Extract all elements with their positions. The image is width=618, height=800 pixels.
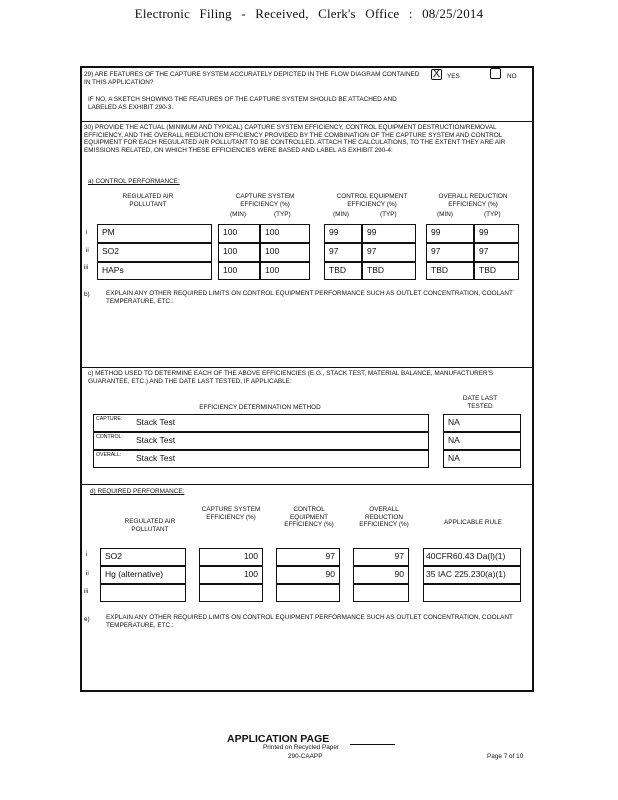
- req-control-cell[interactable]: 90: [276, 566, 340, 584]
- col-capture: CAPTURE SYSTEM EFFICIENCY (%): [235, 193, 295, 208]
- pollutant-cell[interactable]: HAPs: [97, 262, 212, 280]
- method-control-cell[interactable]: Stack Test: [93, 432, 429, 450]
- divider-q29: [80, 121, 534, 122]
- row-marker: ii: [86, 570, 89, 577]
- pollutant-cell[interactable]: PM: [97, 224, 212, 243]
- req-capture-cell[interactable]: 100: [199, 566, 263, 584]
- q30-question: 30) PROVIDE THE ACTUAL (MINIMUM AND TYPICAL) CAPTURE SYSTEM EFFICIENCY, CONTROL EQUIPMENT DESTRUCTION/REMOVAL EFFICIENCY, AND THE OVERALL REDUCTION EFFICIENCY PROVIDED BY THE COMBINATION OF THE CAPTURE SYSTEM AND CONTROL EQUIPMENT FOR EACH REGULATED AIR POLLUTANT TO BE CONTROLLED. ATTACH THE CALCULATIONS, TO THE EXTENT THEY ARE AIR EMISSIONS RELATED, ON WHICH THESE EFFICIENCIES WERE BASED AND LABEL AS EXHIBIT 290-4:: [84, 124, 506, 154]
- req-pollutant-cell[interactable]: [100, 584, 186, 602]
- col-date: DATE LAST TESTED: [462, 395, 498, 410]
- req-col-control: CONTROL EQUIPMENT EFFICIENCY (%): [284, 506, 334, 529]
- req-overall-cell[interactable]: [353, 584, 409, 602]
- row-marker: i: [86, 229, 88, 236]
- req-pollutant-cell[interactable]: Hg (alternative): [100, 566, 186, 584]
- date-control-cell[interactable]: NA: [443, 432, 521, 450]
- row-marker: iii: [84, 264, 89, 271]
- no-label: NO: [507, 73, 517, 80]
- q29-note: IF NO, A SKETCH SHOWING THE FEATURES OF THE CAPTURE SYSTEM SHOULD BE ATTACHED AND LABELED AS EXHIBIT 290-3.: [88, 96, 397, 111]
- ovr-typ-cell[interactable]: 99: [474, 224, 519, 243]
- req-rule-cell[interactable]: [423, 584, 521, 602]
- date-capture-cell[interactable]: NA: [443, 414, 521, 432]
- footer-page: Page 7 of 10: [487, 753, 524, 760]
- cap-min-cell[interactable]: 100: [218, 243, 260, 262]
- b-marker: b): [84, 291, 90, 298]
- ovr-min-cell[interactable]: 97: [426, 243, 474, 262]
- req-capture-cell[interactable]: [199, 584, 263, 602]
- date-overall-cell[interactable]: NA: [443, 450, 521, 468]
- footer-form: 290-CAAPP: [288, 753, 323, 760]
- footer-printed: Printed on Recycled Paper: [263, 744, 340, 751]
- col-method: EFFICIENCY DETERMINATION METHOD: [199, 404, 321, 411]
- req-pollutant-cell[interactable]: SO2: [100, 548, 186, 566]
- req-overall-cell[interactable]: 97: [353, 548, 409, 566]
- ctl-typ-cell[interactable]: 97: [362, 243, 416, 262]
- method-overall-cell[interactable]: Stack Test: [93, 450, 429, 468]
- cap-typ-cell[interactable]: 100: [260, 262, 310, 280]
- ctl-typ-cell[interactable]: TBD: [362, 262, 416, 280]
- ctl-typ-label: (TYP): [380, 211, 397, 218]
- ctl-min-cell[interactable]: 97: [324, 243, 362, 262]
- control-performance-heading: a) CONTROL PERFORMANCE:: [88, 178, 180, 185]
- e-marker: e): [84, 616, 90, 623]
- required-heading: d) REQUIRED PERFORMANCE:: [90, 488, 185, 495]
- req-col-capture: CAPTURE SYSTEM EFFICIENCY (%): [201, 506, 261, 521]
- req-rule-cell[interactable]: 35 IAC 225.230(a)(1): [423, 566, 521, 584]
- method-capture-cell[interactable]: Stack Test: [93, 414, 429, 432]
- req-capture-cell[interactable]: 100: [199, 548, 263, 566]
- ovr-typ-cell[interactable]: 97: [474, 243, 519, 262]
- pollutant-cell[interactable]: SO2: [97, 243, 212, 262]
- ovr-min-cell[interactable]: TBD: [426, 262, 474, 280]
- col-pollutant: REGULATED AIR POLLUTANT: [122, 193, 174, 208]
- cap-min-label: (MIN): [230, 211, 246, 218]
- req-col-rule: APPLICABLE RULE: [444, 519, 502, 526]
- capture-label: CAPTURE:: [96, 416, 123, 422]
- req-control-cell[interactable]: [276, 584, 340, 602]
- col-control: CONTROL EQUIPMENT EFFICIENCY (%): [336, 193, 408, 208]
- req-overall-cell[interactable]: 90: [353, 566, 409, 584]
- yes-checkbox[interactable]: [431, 69, 442, 80]
- q29-question: 29) ARE FEATURES OF THE CAPTURE SYSTEM ACCURATELY DEPICTED IN THE FLOW DIAGRAM CONTAINED IN THIS APPLICATION?: [84, 71, 420, 86]
- cap-typ-cell[interactable]: 100: [260, 224, 310, 243]
- cap-min-cell[interactable]: 100: [218, 262, 260, 280]
- col-overall: OVERALL REDUCTION EFFICIENCY (%): [438, 193, 508, 208]
- row-marker: iii: [84, 588, 89, 595]
- row-marker: ii: [86, 247, 89, 254]
- yes-label: YES: [447, 73, 460, 80]
- cap-min-cell[interactable]: 100: [218, 224, 260, 243]
- req-col-pollutant: REGULATED AIR POLLUTANT: [124, 518, 176, 533]
- divider-c: [80, 484, 534, 485]
- e-explain: EXPLAIN ANY OTHER REQUIRED LIMITS ON CONTROL EQUIPMENT PERFORMANCE SUCH AS OUTLET CONCENTRATION, COOLANT TEMPERATURE, ETC.:: [106, 614, 513, 629]
- ovr-min-cell[interactable]: 99: [426, 224, 474, 243]
- ctl-typ-cell[interactable]: 99: [362, 224, 416, 243]
- no-checkbox[interactable]: [490, 68, 501, 79]
- divider-b: [80, 367, 534, 368]
- method-heading: c) METHOD USED TO DETERMINE EACH OF THE ABOVE EFFICIENCIES (E.G., STACK TEST, MATERIAL BALANCE, MANUFACTURER'S GUARANTEE, ETC.) AND THE DATE LAST TESTED, IF APPLICABLE:: [88, 370, 494, 385]
- row-marker: i: [86, 551, 88, 558]
- req-rule-cell[interactable]: 40CFR60.43 Da(l)(1): [423, 548, 521, 566]
- ctl-min-cell[interactable]: 99: [324, 224, 362, 243]
- x-mark-icon: X: [432, 68, 441, 80]
- ctl-min-cell[interactable]: TBD: [324, 262, 362, 280]
- cap-typ-cell[interactable]: 100: [260, 243, 310, 262]
- control-label: CONTROL:: [96, 434, 123, 440]
- ovr-min-label: (MIN): [437, 211, 453, 218]
- req-col-overall: OVERALL REDUCTION EFFICIENCY (%): [359, 506, 409, 529]
- ovr-typ-label: (TYP): [484, 211, 501, 218]
- overall-label: OVERALL:: [96, 452, 122, 458]
- ovr-typ-cell[interactable]: TBD: [474, 262, 519, 280]
- req-control-cell[interactable]: 97: [276, 548, 340, 566]
- footer-title-underline: [350, 744, 395, 745]
- filing-header: Electronic Filing - Received, Clerk's Office : 08/25/2014: [134, 6, 484, 21]
- footer-title-text: APPLICATION PAGE: [227, 733, 330, 745]
- cap-typ-label: (TYP): [274, 211, 291, 218]
- b-explain: EXPLAIN ANY OTHER REQUIRED LIMITS ON CONTROL EQUIPMENT PERFORMANCE SUCH AS OUTLET CONCENTRATION, COOLANT TEMPERATURE, ETC.:: [106, 290, 513, 305]
- ctl-min-label: (MIN): [333, 211, 349, 218]
